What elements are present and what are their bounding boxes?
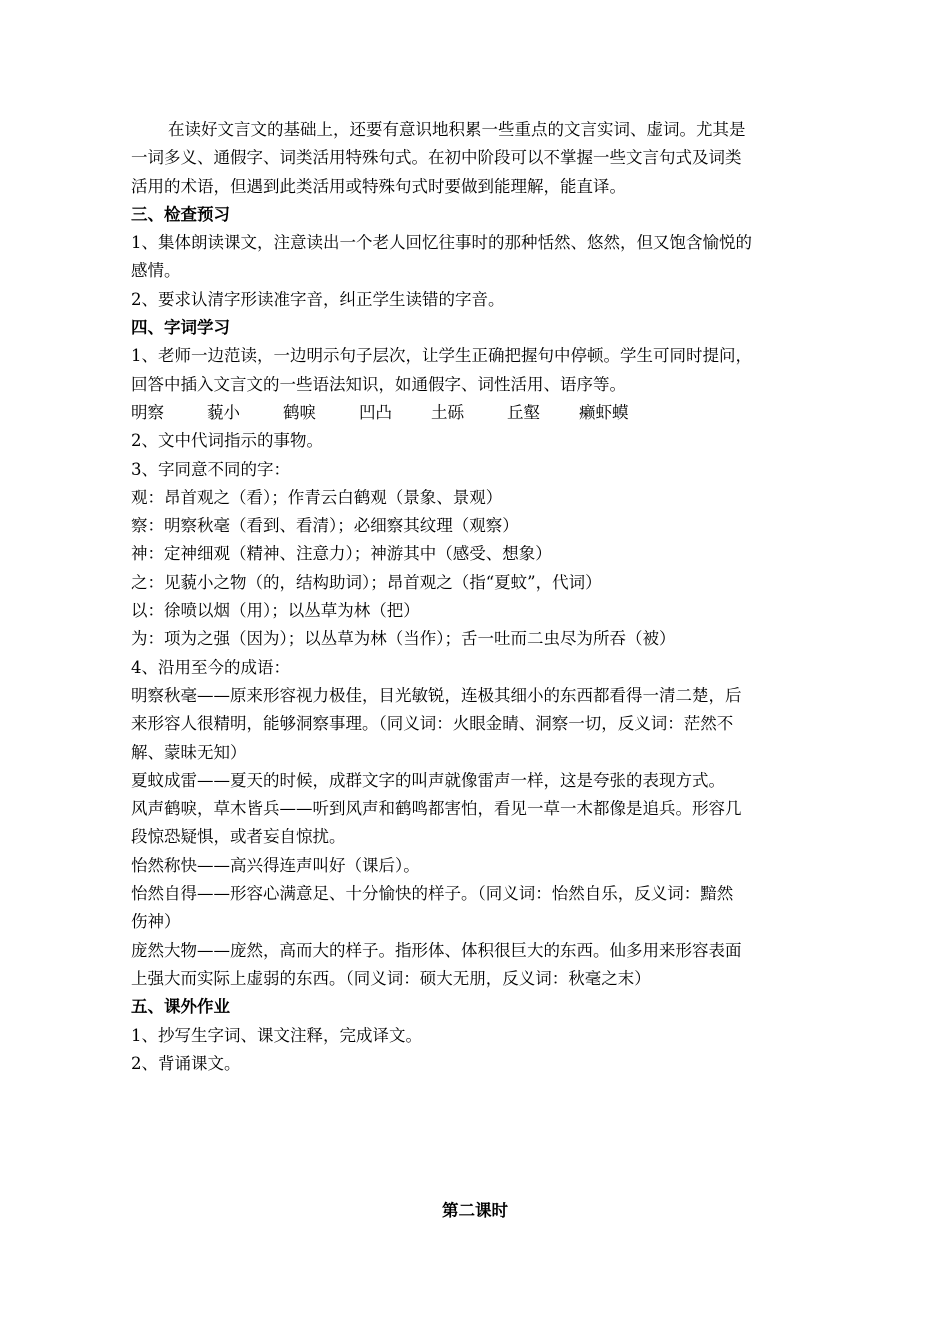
vocab-word: 癞虾蟆 <box>579 402 629 422</box>
vocab-word: 土砾 <box>431 402 464 422</box>
idiom-mingchaqiuhao-line-1: 明察秋毫——原来形容视力极佳，目光敏锐，连极其细小的东西都看得一清二楚，后 <box>131 685 742 705</box>
vocab-word: 凹凸 <box>359 402 392 422</box>
vocab-word: 藐小 <box>207 402 240 422</box>
word-meaning-yi: 以：徐喷以烟（用）；以丛草为林（把） <box>131 601 420 621</box>
vocab-item-1-line-1: 1、老师一边范读，一边明示句子层次，让学生正确把握句中停顿。学生可同时提问， <box>131 346 752 366</box>
idiom-pangrandawu-line-1: 庞然大物——庞然，高而大的样子。指形体、体积很巨大的东西。仙多用来形容表面 <box>131 940 742 960</box>
paragraph-intro-line-3: 活用的术语，但遇到此类活用或特殊句式时要做到能理解，能直译。 <box>131 176 626 196</box>
vocab-item-4: 4、沿用至今的成语： <box>131 657 290 677</box>
word-meaning-shen: 神：定神细观（精神、注意力）；神游其中（感受、想象） <box>131 544 552 564</box>
second-lesson-title: 第二课时 <box>442 1201 508 1220</box>
word-meaning-zhi: 之：见藐小之物（的，结构助词）；昂首观之（指“夏蚊”，代词） <box>131 572 602 592</box>
idiom-fengshengheli-line-1: 风声鹤唳，草木皆兵——听到风声和鹤鸣都害怕，看见一草一木都像是追兵。形容几 <box>131 799 742 819</box>
idiom-xiawenchenglei: 夏蚊成雷——夏天的时候，成群文字的叫声就像雷声一样，这是夸张的表现方式。 <box>131 770 725 790</box>
section-heading-homework: 五、课外作业 <box>131 997 230 1017</box>
homework-item-2: 2、背诵课文。 <box>131 1053 241 1073</box>
preview-item-1-line-1: 1、集体朗读课文，注意读出一个老人回忆往事时的那种恬然、悠然，但又饱含愉悦的 <box>131 233 752 253</box>
word-meaning-cha: 察：明察秋毫（看到、看清）；必细察其纹理（观察） <box>131 516 519 536</box>
idiom-mingchaqiuhao-line-3: 解、蒙昧无知） <box>131 742 247 762</box>
word-meaning-guan: 观：昂首观之（看）；作青云白鹤观（景象、景观） <box>131 487 503 507</box>
idiom-yiranzide-line-1: 怡然自得——形容心满意足、十分愉快的样子。（同义词：怡然自乐，反义词：黯然 <box>131 884 734 904</box>
paragraph-intro-line-2: 一词多义、通假字、词类活用特殊句式。在初中阶段可以不掌握一些文言句式及词类 <box>131 148 742 168</box>
preview-item-1-line-2: 感情。 <box>131 261 181 281</box>
idiom-mingchaqiuhao-line-2: 来形容人很精明，能够洞察事理。（同义词：火眼金睛、洞察一切，反义词：茫然不 <box>131 714 734 734</box>
vocab-item-3: 3、字同意不同的字： <box>131 459 290 479</box>
vocab-word: 丘壑 <box>507 402 540 422</box>
preview-item-2: 2、要求认清字形读准字音，纠正学生读错的字音。 <box>131 289 505 309</box>
vocab-word: 明察 <box>131 402 164 422</box>
document-body <box>131 116 847 1078</box>
section-heading-vocabulary-study: 四、字词学习 <box>131 318 230 338</box>
vocab-item-2: 2、文中代词指示的事物。 <box>131 431 323 451</box>
section-heading-preview-check: 三、检查预习 <box>131 204 230 224</box>
paragraph-intro-line-1: 在读好文言文的基础上，还要有意识地积累一些重点的文言实词、虚词。尤其是 <box>168 120 746 139</box>
vocab-item-1-line-2: 回答中插入文言文的一些语法知识，如通假字、词性活用、语序等。 <box>131 374 626 394</box>
idiom-pangrandawu-line-2: 上强大而实际上虚弱的东西。（同义词：硕大无朋，反义词：秋毫之末） <box>131 968 651 988</box>
vocab-word-list <box>131 399 847 427</box>
word-meaning-wei: 为：项为之强（因为）；以丛草为林（当作）；舌一吐而二虫尽为所吞（被） <box>131 629 676 649</box>
idiom-yiranchengkuai: 怡然称快——高兴得连声叫好（课后）。 <box>131 855 420 875</box>
homework-item-1: 1、抄写生字词、课文注释，完成译文。 <box>131 1025 422 1045</box>
idiom-fengshengheli-line-2: 段惊恐疑惧，或者妄自惊扰。 <box>131 827 346 847</box>
vocab-word: 鹤唳 <box>283 402 316 422</box>
idiom-yiranzide-line-2: 伤神） <box>131 912 181 932</box>
